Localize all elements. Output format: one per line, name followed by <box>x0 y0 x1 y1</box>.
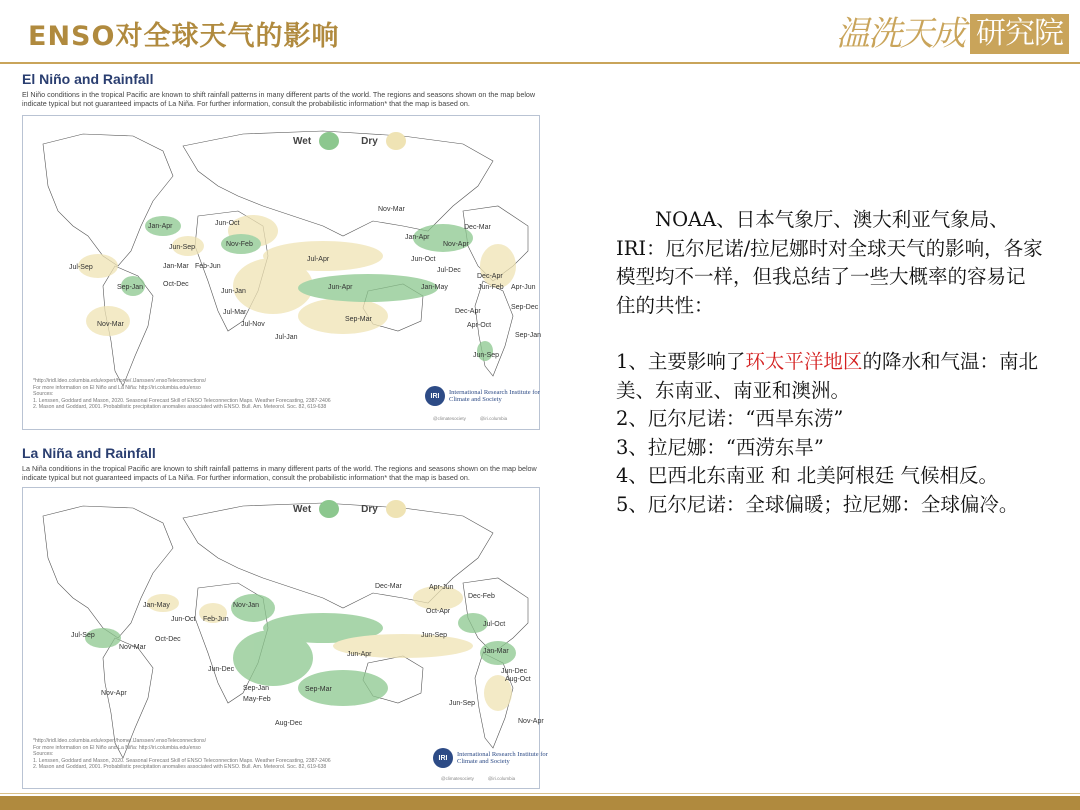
la-nina-footnote: *http://iridl.ldeo.columbia.edu/expert/home/.lJanssen/.ensoTeleconnections/ For more information on El Niño and La Niña: http://iri.columbia.edu/enso Sources: 1. Lenssen, Goddard and Mason, 2020. Seasonal Forecast Skill of ENSO Teleconnection Maps. Weather Forecasting, 2387-2406 2. Mason and Goddard, 2001. Probabilistic precipitation anomalies associated with ENSO. Bull. Am. Meteorol. Soc. 82, 619-638 <box>33 738 331 770</box>
la-nina-season-label: Jun-Dec <box>501 668 528 675</box>
el-nino-season-label: Apr-Oct <box>467 322 492 329</box>
el-nino-season-label: Jun-Oct <box>411 256 436 263</box>
el-nino-season-label: Jan-Mar <box>163 263 189 270</box>
el-nino-season-label: Jul-Apr <box>307 256 330 263</box>
el-nino-season-label: Apr-Jun <box>511 284 536 291</box>
la-nina-season-label: Sep-Jan <box>243 685 270 692</box>
el-nino-season-label: Nov-Apr <box>443 241 469 248</box>
la-nina-section <box>22 444 542 482</box>
la-nina-season-label: Nov-Mar <box>119 644 146 651</box>
legend-wet-label: Wet <box>293 135 312 147</box>
legend-dry-label: Dry <box>361 135 378 147</box>
el-nino-season-label: Jul-Sep <box>69 264 93 271</box>
el-nino-season-label: Jun-Jan <box>221 288 246 295</box>
el-nino-description: El Niño conditions in the tropical Pacific are known to shift rainfall patterns in many different parts of the world. The regions and seasons shown on the map below indicate typical but not guaranteed impacts of La Niña. For further information, consult the probabilistic information* that the map is based on. <box>22 90 536 108</box>
social-handle: @climatesociety <box>433 416 466 421</box>
el-nino-season-label: Jun-Sep <box>169 244 196 251</box>
social-handle: @iri.columbia <box>487 776 516 781</box>
el-nino-season-label: Oct-Dec <box>163 281 189 288</box>
la-nina-season-label: Jul-Sep <box>71 632 95 639</box>
la-nina-season-label: Sep-Mar <box>305 686 332 693</box>
la-nina-season-label: Aug-Oct <box>505 676 531 683</box>
legend-wet-label: Wet <box>293 503 312 515</box>
el-nino-legend <box>293 132 428 150</box>
la-nina-season-label: Nov-Apr <box>518 718 544 725</box>
el-nino-season-label: Sep-Jan <box>117 284 144 291</box>
logo-box-text: 研究院 <box>970 14 1069 54</box>
la-nina-season-label: Jul-Oct <box>483 621 506 628</box>
summary-panel <box>616 206 1044 519</box>
el-nino-section <box>22 70 542 108</box>
la-nina-season-label: Aug-Dec <box>275 720 303 727</box>
point1-text-b: 的降水和气温：南北美、东南亚、南亚和澳洲。 <box>616 350 1038 402</box>
legend-dry-swatch <box>386 500 406 518</box>
la-nina-season-label: Feb-Jun <box>203 616 229 623</box>
el-nino-footnote: *http://iridl.ldeo.columbia.edu/expert/home/.lJanssen/.ensoTeleconnections/ For more information on El Niño and La Niña: http://iri.columbia.edu/enso Sources: 1. Lenssen, Goddard and Mason, 2020. Seasonal Forecast Skill of ENSO Teleconnection Maps. Weather Forecasting, 2387-2406 2. Mason and Goddard, 2001. Probabilistic precipitation anomalies associated with ENSO. Bull. Am. Meteorol. Soc. 82, 619-638 <box>33 378 331 410</box>
social-handle: @iri.columbia <box>479 416 508 421</box>
legend-dry-label: Dry <box>361 503 378 515</box>
el-nino-season-label: Dec-Apr <box>477 273 503 280</box>
summary-point-3: 3、拉尼娜：“西涝东旱” <box>616 435 824 459</box>
la-nina-season-label: Oct-Apr <box>426 608 451 615</box>
iri-logo-icon: IRI <box>425 386 445 406</box>
el-nino-season-label: Nov-Feb <box>226 241 253 248</box>
continent-north-america <box>43 134 173 266</box>
el-nino-wet-region <box>298 274 438 302</box>
la-nina-season-label: Dec-Feb <box>468 593 495 600</box>
social-handle: @climatesociety <box>441 776 474 781</box>
summary-point-1 <box>616 348 1044 405</box>
la-nina-map <box>22 487 548 789</box>
el-nino-season-label: Sep-Jan <box>515 332 542 339</box>
la-nina-season-label: Dec-Mar <box>375 583 402 590</box>
el-nino-season-label: Feb-Jun <box>195 263 221 270</box>
continent-north-america <box>43 506 173 638</box>
el-nino-season-label: Jun-Oct <box>215 220 240 227</box>
la-nina-description: La Niña conditions in the tropical Pacific are known to shift rainfall patterns in many different parts of the world. The regions and seasons shown on the map below indicate typical but not guaranteed impacts of La Niña. For further information, consult the probabilistic information* that the map is based on. <box>22 464 537 482</box>
el-nino-season-label: Jan-May <box>421 284 448 291</box>
legend-wet-swatch <box>319 132 339 150</box>
la-nina-season-label: Jun-Dec <box>208 666 235 673</box>
la-nina-season-label: Jun-Oct <box>171 616 196 623</box>
summary-point-2: 2、厄尔尼诺：“西旱东涝” <box>616 407 844 430</box>
iri-name: International Research Institute for Climate and Society <box>449 389 540 403</box>
el-nino-title: El Niño and Rainfall <box>22 71 154 87</box>
summary-point-4: 4、巴西北东南亚 和 北美阿根廷 气候相反。 <box>616 464 999 487</box>
el-nino-social <box>433 416 507 421</box>
point1-highlight: 环太平洋地区 <box>745 350 863 373</box>
la-nina-season-label: Jan-May <box>143 602 170 609</box>
el-nino-iri-badge <box>425 386 541 406</box>
el-nino-map <box>22 115 540 430</box>
legend-dry-swatch <box>386 132 406 150</box>
la-nina-season-label: May-Feb <box>243 696 271 703</box>
header-divider <box>0 62 1080 64</box>
la-nina-season-label: Jun-Sep <box>449 700 476 707</box>
el-nino-season-label: Dec-Mar <box>464 224 491 231</box>
la-nina-season-label: Jan-Mar <box>483 648 509 655</box>
el-nino-season-label: Jul-Dec <box>437 267 461 274</box>
la-nina-social <box>441 776 515 781</box>
la-nina-season-label: Apr-Jun <box>429 584 454 591</box>
slide-title: ENSO对全球天气的影响 <box>28 21 340 52</box>
el-nino-season-label: Jul-Jan <box>275 334 298 341</box>
la-nina-season-label: Oct-Dec <box>155 636 181 643</box>
el-nino-season-label: Jul-Nov <box>241 321 265 328</box>
company-logo <box>836 12 1072 56</box>
legend-wet-swatch <box>319 500 339 518</box>
footer-divider <box>0 793 1080 794</box>
el-nino-season-label: Nov-Mar <box>97 321 124 328</box>
la-nina-season-label: Nov-Jan <box>233 602 260 609</box>
la-nina-wet-region <box>233 630 313 686</box>
el-nino-dry-region <box>480 244 516 288</box>
el-nino-season-label: Dec-Apr <box>455 308 481 315</box>
el-nino-season-label: Jul-Mar <box>223 309 247 316</box>
el-nino-season-label: Nov-Mar <box>378 206 405 213</box>
el-nino-season-label: Jun-Sep <box>473 352 500 359</box>
summary-intro: NOAA、日本气象厅、澳大利亚气象局、IRI：厄尔尼诺/拉尼娜时对全球天气的影响，各家模型均不一样，但我总结了一些大概率的容易记住的共性： <box>616 208 1043 317</box>
point1-text-a: 1、主要影响了 <box>616 350 746 373</box>
el-nino-season-label: Jan-Apr <box>405 234 430 241</box>
la-nina-season-label: Jun-Apr <box>347 651 372 658</box>
summary-point-5: 5、厄尔尼诺：全球偏暖；拉尼娜：全球偏冷。 <box>616 492 1019 516</box>
el-nino-season-label: Sep-Dec <box>511 304 539 311</box>
iri-logo-icon: IRI <box>433 748 453 768</box>
el-nino-season-label: Sep-Mar <box>345 316 372 323</box>
logo-script-text: 温洗天成 <box>836 14 964 54</box>
la-nina-iri-badge <box>433 748 549 768</box>
footer-bar <box>0 796 1080 810</box>
la-nina-season-label: Jun-Sep <box>421 632 448 639</box>
el-nino-season-label: Jun-Apr <box>328 284 353 291</box>
el-nino-season-label: Jun-Feb <box>478 284 504 291</box>
el-nino-dry-region <box>298 298 388 334</box>
el-nino-season-label: Jan-Apr <box>148 223 173 230</box>
iri-name: International Research Institute for Climate and Society <box>457 751 548 765</box>
la-nina-title: La Niña and Rainfall <box>22 445 156 461</box>
la-nina-season-label: Nov-Apr <box>101 690 127 697</box>
la-nina-legend <box>293 500 428 518</box>
